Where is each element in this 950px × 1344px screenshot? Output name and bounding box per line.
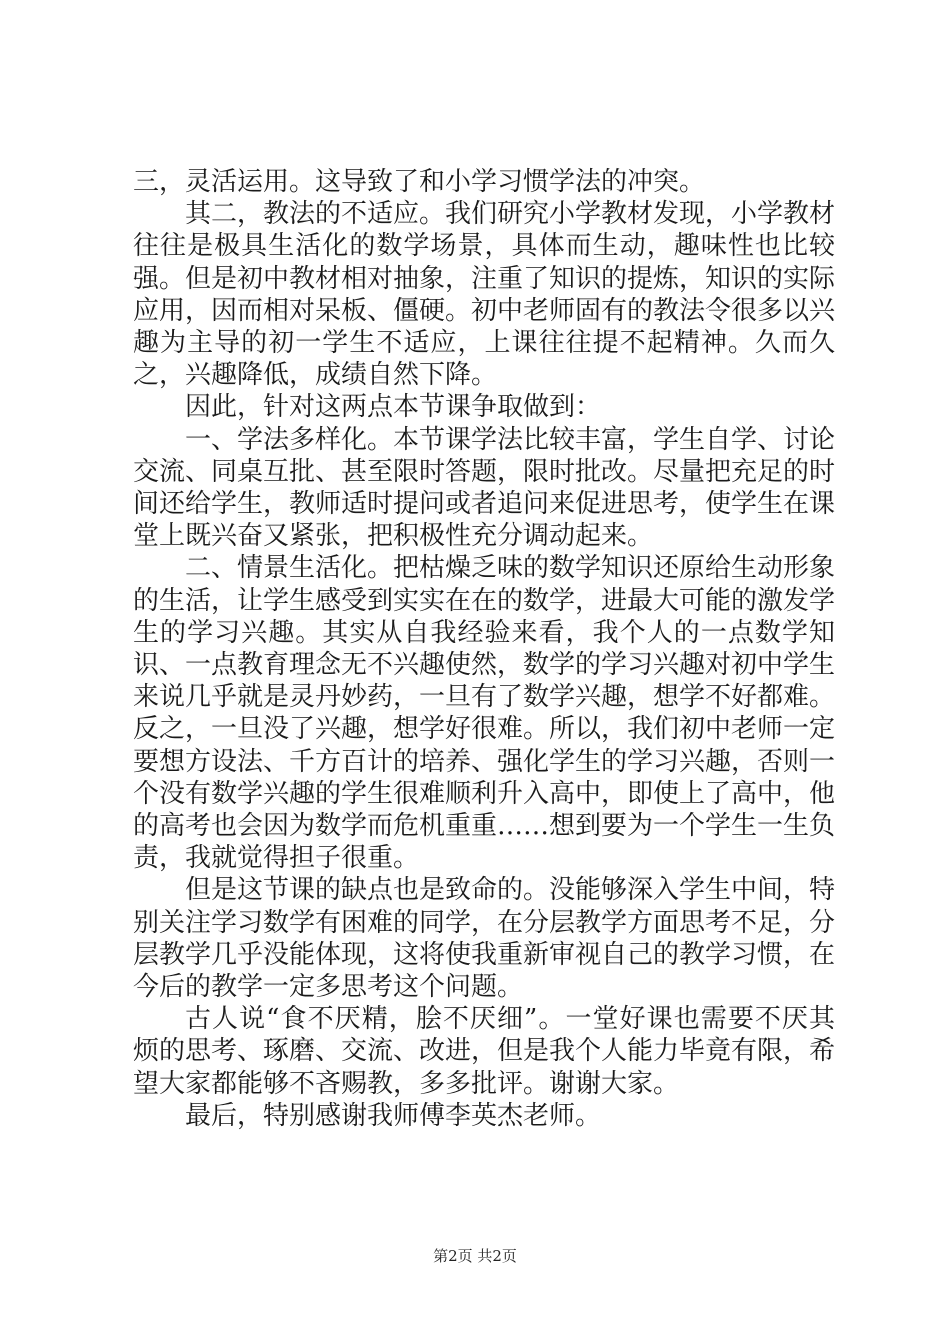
document-body — [133, 166, 835, 1132]
paragraph: 三，灵活运用。这导致了和小学习惯学法的冲突。 — [133, 167, 706, 197]
paragraph: 但是这节课的缺点也是致命的。没能够深入学生中间，特别关注学习数学有困难的同学，在分层教学方面思考不足，分层教学几乎没能体现，这将使我重新审视自己的教学习惯，在今后的教学一定多思考这个问题。 — [133, 875, 836, 1003]
paragraph: 古人说“食不厌精，脍不厌细”。一堂好课也需要不厌其烦的思考、琢磨、交流、改进，但是我个人能力毕竟有限，希望大家都能够不吝赐教，多多批评。谢谢大家。 — [133, 1004, 836, 1099]
paragraph: 因此，针对这两点本节课争取做到： — [185, 392, 602, 423]
page-footer: 第2页 共2页 — [433, 1247, 517, 1265]
paragraph: 二、情景生活化。把枯燥乏味的数学知识还原给生动形象的生活，让学生感受到实实在在的数学，进最大可能的激发学生的学习兴趣。其实从自我经验来看，我个人的一点数学知识、一点教育理念无不兴趣使然，数学的学习兴趣对初中学生来说几乎就是灵丹妙药，一旦有了数学兴趣，想学不好都难。反之，一旦没了兴趣，想学好很难。所以，我们初中老师一定要想方设法、千方百计的培养、强化学生的学习兴趣，否则一个没有数学兴趣的学生很难顺利升入高中，即使上了高中，他的高考也会因为数学而危机重重……想到要为一个学生一生负责，我就觉得担子很重。 — [133, 553, 836, 874]
paragraph: 其二，教法的不适应。我们研究小学教材发现，小学教材往往是极具生活化的数学场景，具体而生动，趣味性也比较强。但是初中教材相对抽象，注重了知识的提炼，知识的实际应用，因而相对呆板、僵硬。初中老师固有的教法令很多以兴趣为主导的初一学生不适应，上课往往提不起精神。久而久之，兴趣降低，成绩自然下降。 — [133, 199, 836, 391]
paragraph: 一、学法多样化。本节课学法比较丰富，学生自学、讨论交流、同桌互批、甚至限时答题，限时批改。尽量把充足的时间还给学生，教师适时提问或者追问来促进思考，使学生在课堂上既兴奋又紧张，把积极性充分调动起来。 — [133, 424, 836, 552]
paragraph: 最后，特别感谢我师傅李英杰老师。 — [185, 1100, 602, 1131]
